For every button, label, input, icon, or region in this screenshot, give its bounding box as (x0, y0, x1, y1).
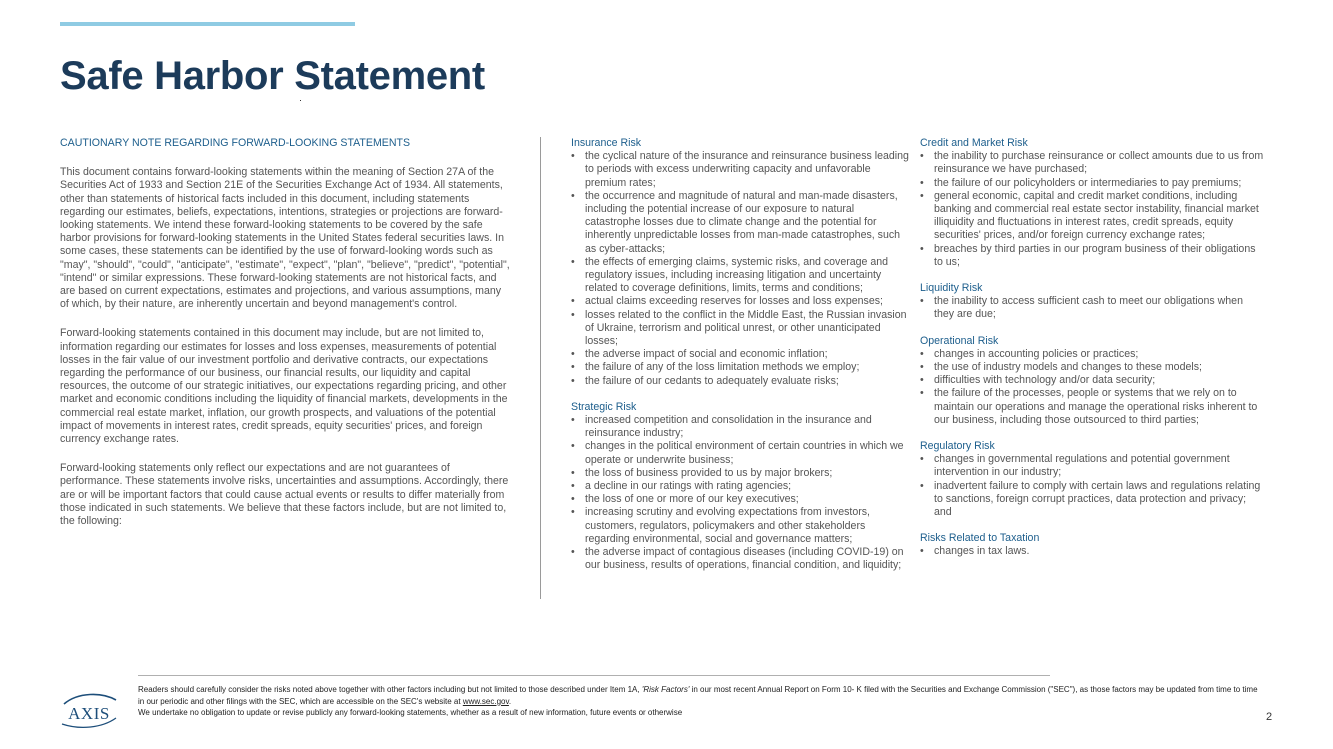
list-item: • the adverse impact of social and economic inflation; (571, 348, 911, 361)
list-item: • the failure of our cedants to adequately evaluate risks; (571, 375, 911, 388)
risk-column-right (920, 137, 1265, 572)
list-item: • general economic, capital and credit market conditions, including banking and commercial real estate sector instability, financial market illiquidity and fluctuations in interest rates, credit spreads, equity securities' prices, and/or foreign currency exchange rates; (920, 190, 1265, 243)
regulatory-risk-list (920, 453, 1265, 519)
list-item: • changes in accounting policies or practices; (920, 348, 1265, 361)
insurance-risk-section (571, 137, 911, 388)
list-item: • the loss of business provided to us by major brokers; (571, 467, 911, 480)
risk-column-middle (571, 137, 911, 586)
list-item: • increased competition and consolidation in the insurance and reinsurance industry; (571, 414, 911, 440)
list-item: • the failure of our policyholders or intermediaries to pay premiums; (920, 177, 1265, 190)
list-item: • losses related to the conflict in the Middle East, the Russian invasion of Ukraine, terrorism and political unrest, or other unanticipated losses; (571, 309, 911, 349)
strategic-risk-heading: Strategic Risk (571, 400, 637, 413)
list-item: • the effects of emerging claims, systemic risks, and coverage and regulatory issues, including increasing litigation and uncertainty related to coverage definitions, limits, terms and conditions; (571, 256, 911, 296)
logo-arc-top (64, 694, 116, 704)
list-item: • actual claims exceeding reserves for losses and loss expenses; (571, 295, 911, 308)
list-item: • the use of industry models and changes to these models; (920, 361, 1265, 374)
list-item: • the failure of any of the loss limitation methods we employ; (571, 361, 911, 374)
operational-risk-section (920, 335, 1265, 427)
list-item: • the failure of the processes, people or systems that we rely on to maintain our operations and manage the operational risks inherent to our business, including those outsourced to third parties; (920, 387, 1265, 427)
liquidity-risk-list (920, 295, 1265, 321)
footer-line-2: We undertake no obligation to update or revise publicly any forward-looking statements, whether as a result of new information, future events or otherwise (138, 708, 683, 717)
footer-text-a: Readers should carefully consider the risks noted above together with other factors including but not limited to those described under Item 1A, (138, 685, 642, 694)
list-item: • the cyclical nature of the insurance and reinsurance business leading to periods with excess underwriting capacity and unfavorable premium rates; (571, 150, 911, 190)
insurance-risk-heading: Insurance Risk (571, 137, 642, 149)
credit-market-risk-list (920, 150, 1265, 269)
list-item: • changes in the political environment of certain countries in which we operate or underwrite business; (571, 440, 911, 466)
taxation-risk-section (920, 532, 1265, 558)
page-title: Safe Harbor Statement (60, 54, 485, 98)
list-item: • increasing scrutiny and evolving expectations from investors, customers, regulators, policymakers and other stakeholders regarding environmental, social and governance matters; (571, 506, 911, 546)
regulatory-risk-section (920, 440, 1265, 519)
cautionary-paragraph-1: This document contains forward-looking statements within the meaning of Section 27A of the Securities Act of 1933 and Section 21E of the Securities Exchange Act of 1934. All statements, other than statements of historical facts included in this document, including statements regarding our estimates, beliefs, expectations, intentions, strategies or projections are forward-looking statements. We intend these forward-looking statements to be covered by the safe harbor provisions for forward-looking statements in the United States federal securities laws. In some cases, these statements can be identified by the use of forward-looking words such as "may", "should", "could", "anticipate", "estimate", "expect", "plan", "believe", "predict", "potential", "intend" or similar expressions. These forward-looking statements are not historical facts, and are based on current expectations, estimates and projections, and various assumptions, many of which, by their nature, are inherently uncertain and beyond management's control. (60, 166, 510, 311)
cautionary-paragraph-3: Forward-looking statements only reflect our expectations and are not guarantees of performance. These statements involve risks, uncertainties and assumptions. Accordingly, there are or will be important factors that could cause actual events or results to differ materially from those indicated in such statements. We believe that these factors include, but are not limited to, the following: (60, 462, 509, 528)
operational-risk-list (920, 348, 1265, 427)
footer-disclaimer (138, 684, 1258, 719)
sec-website-link[interactable]: www.sec.gov (462, 696, 509, 706)
cautionary-paragraph-2: Forward-looking statements contained in this document may include, but are not limited to, information regarding our estimates for losses and loss expenses, measurements of potential losses in the fair value of our investment portfolio and derivative contracts, our expectations regarding the performance of our business, our financial results, our liquidity and capital resources, the outcome of our strategic initiatives, our expectations regarding pricing, and other market and economic conditions including the liquidity of financial markets, developments in the commercial real estate market, inflation, our growth prospects, and valuations of the potential impact of movements in interest rates, credit spreads, equity securities' prices, and foreign currency exchange rates. (60, 327, 508, 446)
stray-dot (300, 100, 301, 101)
column-divider (540, 137, 541, 599)
list-item: • the inability to purchase reinsurance or collect amounts due to us from reinsurance we have purchased; (920, 150, 1265, 176)
footer-text-b: in our most recent Annual Report on Form 10- K filed with the Securities and Exchange Commission ("SEC"), as those factors may be updated from time to time in our periodic and other filings with the SEC, which are accessible on the SEC's website at (138, 685, 1258, 706)
list-item: • the occurrence and magnitude of natural and man-made disasters, including the potential increase of our exposure to natural catastrophe losses due to climate change and the potential for inherently unpredictable losses from man-made catastrophes, such as cyber-attacks; (571, 190, 911, 256)
axis-logo (58, 690, 120, 730)
taxation-risk-heading: Risks Related to Taxation (920, 532, 1040, 545)
list-item: • breaches by third parties in our program business of their obligations to us; (920, 243, 1265, 269)
title-accent-bar (60, 22, 355, 26)
list-item: • changes in tax laws. (920, 545, 1265, 558)
list-item: • the loss of one or more of our key executives; (571, 493, 911, 506)
credit-market-risk-section (920, 137, 1265, 269)
list-item: • the inability to access sufficient cash to meet our obligations when they are due; (920, 295, 1265, 321)
list-item: • difficulties with technology and/or data security; (920, 374, 1265, 387)
footer-line-1 (138, 684, 1258, 707)
credit-market-risk-heading: Credit and Market Risk (920, 137, 1028, 149)
cautionary-note-heading: CAUTIONARY NOTE REGARDING FORWARD-LOOKING STATEMENTS (60, 137, 411, 149)
page-number: 2 (1266, 711, 1273, 723)
strategic-risk-section (571, 401, 911, 573)
operational-risk-heading: Operational Risk (920, 334, 999, 347)
list-item: • the adverse impact of contagious diseases (including COVID-19) on our business, results of operations, financial condition, and liquidity; (571, 546, 911, 572)
liquidity-risk-heading: Liquidity Risk (920, 282, 983, 295)
list-item: • inadvertent failure to comply with certain laws and regulations relating to sanctions, foreign corrupt practices, data protection and privacy; and (920, 480, 1265, 520)
liquidity-risk-section (920, 282, 1265, 322)
list-item: • a decline in our ratings with rating agencies; (571, 480, 911, 493)
footer-risk-factors: 'Risk Factors' (641, 685, 690, 694)
list-item: • changes in governmental regulations and potential government intervention in our industry; (920, 453, 1265, 479)
insurance-risk-list (571, 150, 911, 388)
footer-divider (138, 675, 1050, 676)
strategic-risk-list (571, 414, 911, 572)
footer-text-end: . (508, 696, 512, 706)
regulatory-risk-heading: Regulatory Risk (920, 440, 995, 453)
cautionary-note-column (60, 137, 510, 544)
taxation-risk-list (920, 545, 1265, 558)
logo-text: AXIS (68, 704, 110, 723)
